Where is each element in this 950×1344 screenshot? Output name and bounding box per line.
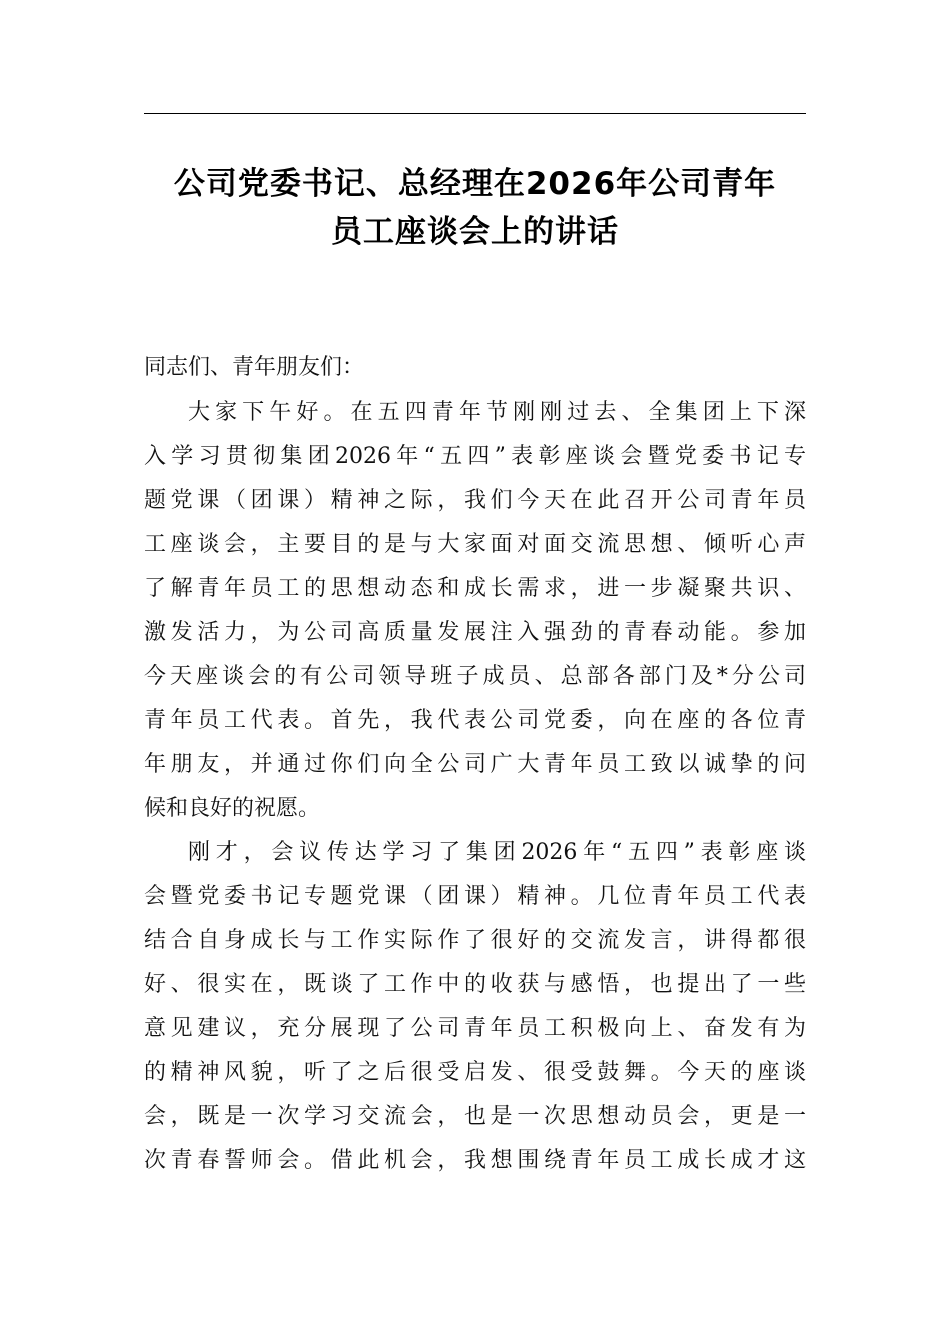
document-title <box>144 160 806 256</box>
paragraph-2-line: 会暨党委书记专题党课（团课）精神。几位青年员工代表 <box>144 884 806 909</box>
salutation: 同志们、青年朋友们： <box>144 355 365 380</box>
paragraph-2-line: 意见建议，充分展现了公司青年员工积极向上、奋发有为 <box>144 1016 806 1041</box>
paragraph-1-line: 工座谈会，主要目的是与大家面对面交流思想、倾听心声 <box>144 532 806 557</box>
paragraph-1-line: 激发活力，为公司高质量发展注入强劲的青春动能。参加 <box>144 620 806 645</box>
paragraph-1-line: 年朋友，并通过你们向全公司广大青年员工致以诚挚的问 <box>144 752 806 777</box>
paragraph-2-line: 次青春誓师会。借此机会，我想围绕青年员工成长成才这 <box>144 1148 806 1173</box>
paragraph-1-line: 候和良好的祝愿。 <box>144 796 321 821</box>
speech-body <box>144 395 806 1187</box>
paragraph-2-line: 会，既是一次学习交流会，也是一次思想动员会，更是一 <box>144 1104 806 1129</box>
title-line-2: 员工座谈会上的讲话 <box>331 214 619 250</box>
paragraph-1-line: 青年员工代表。首先，我代表公司党委，向在座的各位青 <box>144 708 806 733</box>
paragraph-2-line: 好、很实在，既谈了工作中的收获与感悟，也提出了一些 <box>144 972 806 997</box>
paragraph-2-line: 结合自身成长与工作实际作了很好的交流发言，讲得都很 <box>144 928 806 953</box>
paragraph-1-line: 大家下午好。在五四青年节刚刚过去、全集团上下深 <box>188 400 806 425</box>
paragraph-1-line: 了解青年员工的思想动态和成长需求，进一步凝聚共识、 <box>144 576 806 601</box>
paragraph-1-line: 入学习贯彻集团2026年“五四”表彰座谈会暨党委书记专 <box>144 444 806 469</box>
title-line-1: 公司党委书记、总经理在2026年公司青年 <box>173 166 777 202</box>
paragraph-2-line: 的精神风貌，听了之后很受启发、很受鼓舞。今天的座谈 <box>144 1060 806 1085</box>
paragraph-1-line: 今天座谈会的有公司领导班子成员、总部各部门及*分公司 <box>144 664 806 689</box>
header-rule <box>144 113 806 114</box>
paragraph-2-line: 刚才，会议传达学习了集团2026年“五四”表彰座谈 <box>188 840 806 865</box>
paragraph-1-line: 题党课（团课）精神之际，我们今天在此召开公司青年员 <box>144 488 806 513</box>
